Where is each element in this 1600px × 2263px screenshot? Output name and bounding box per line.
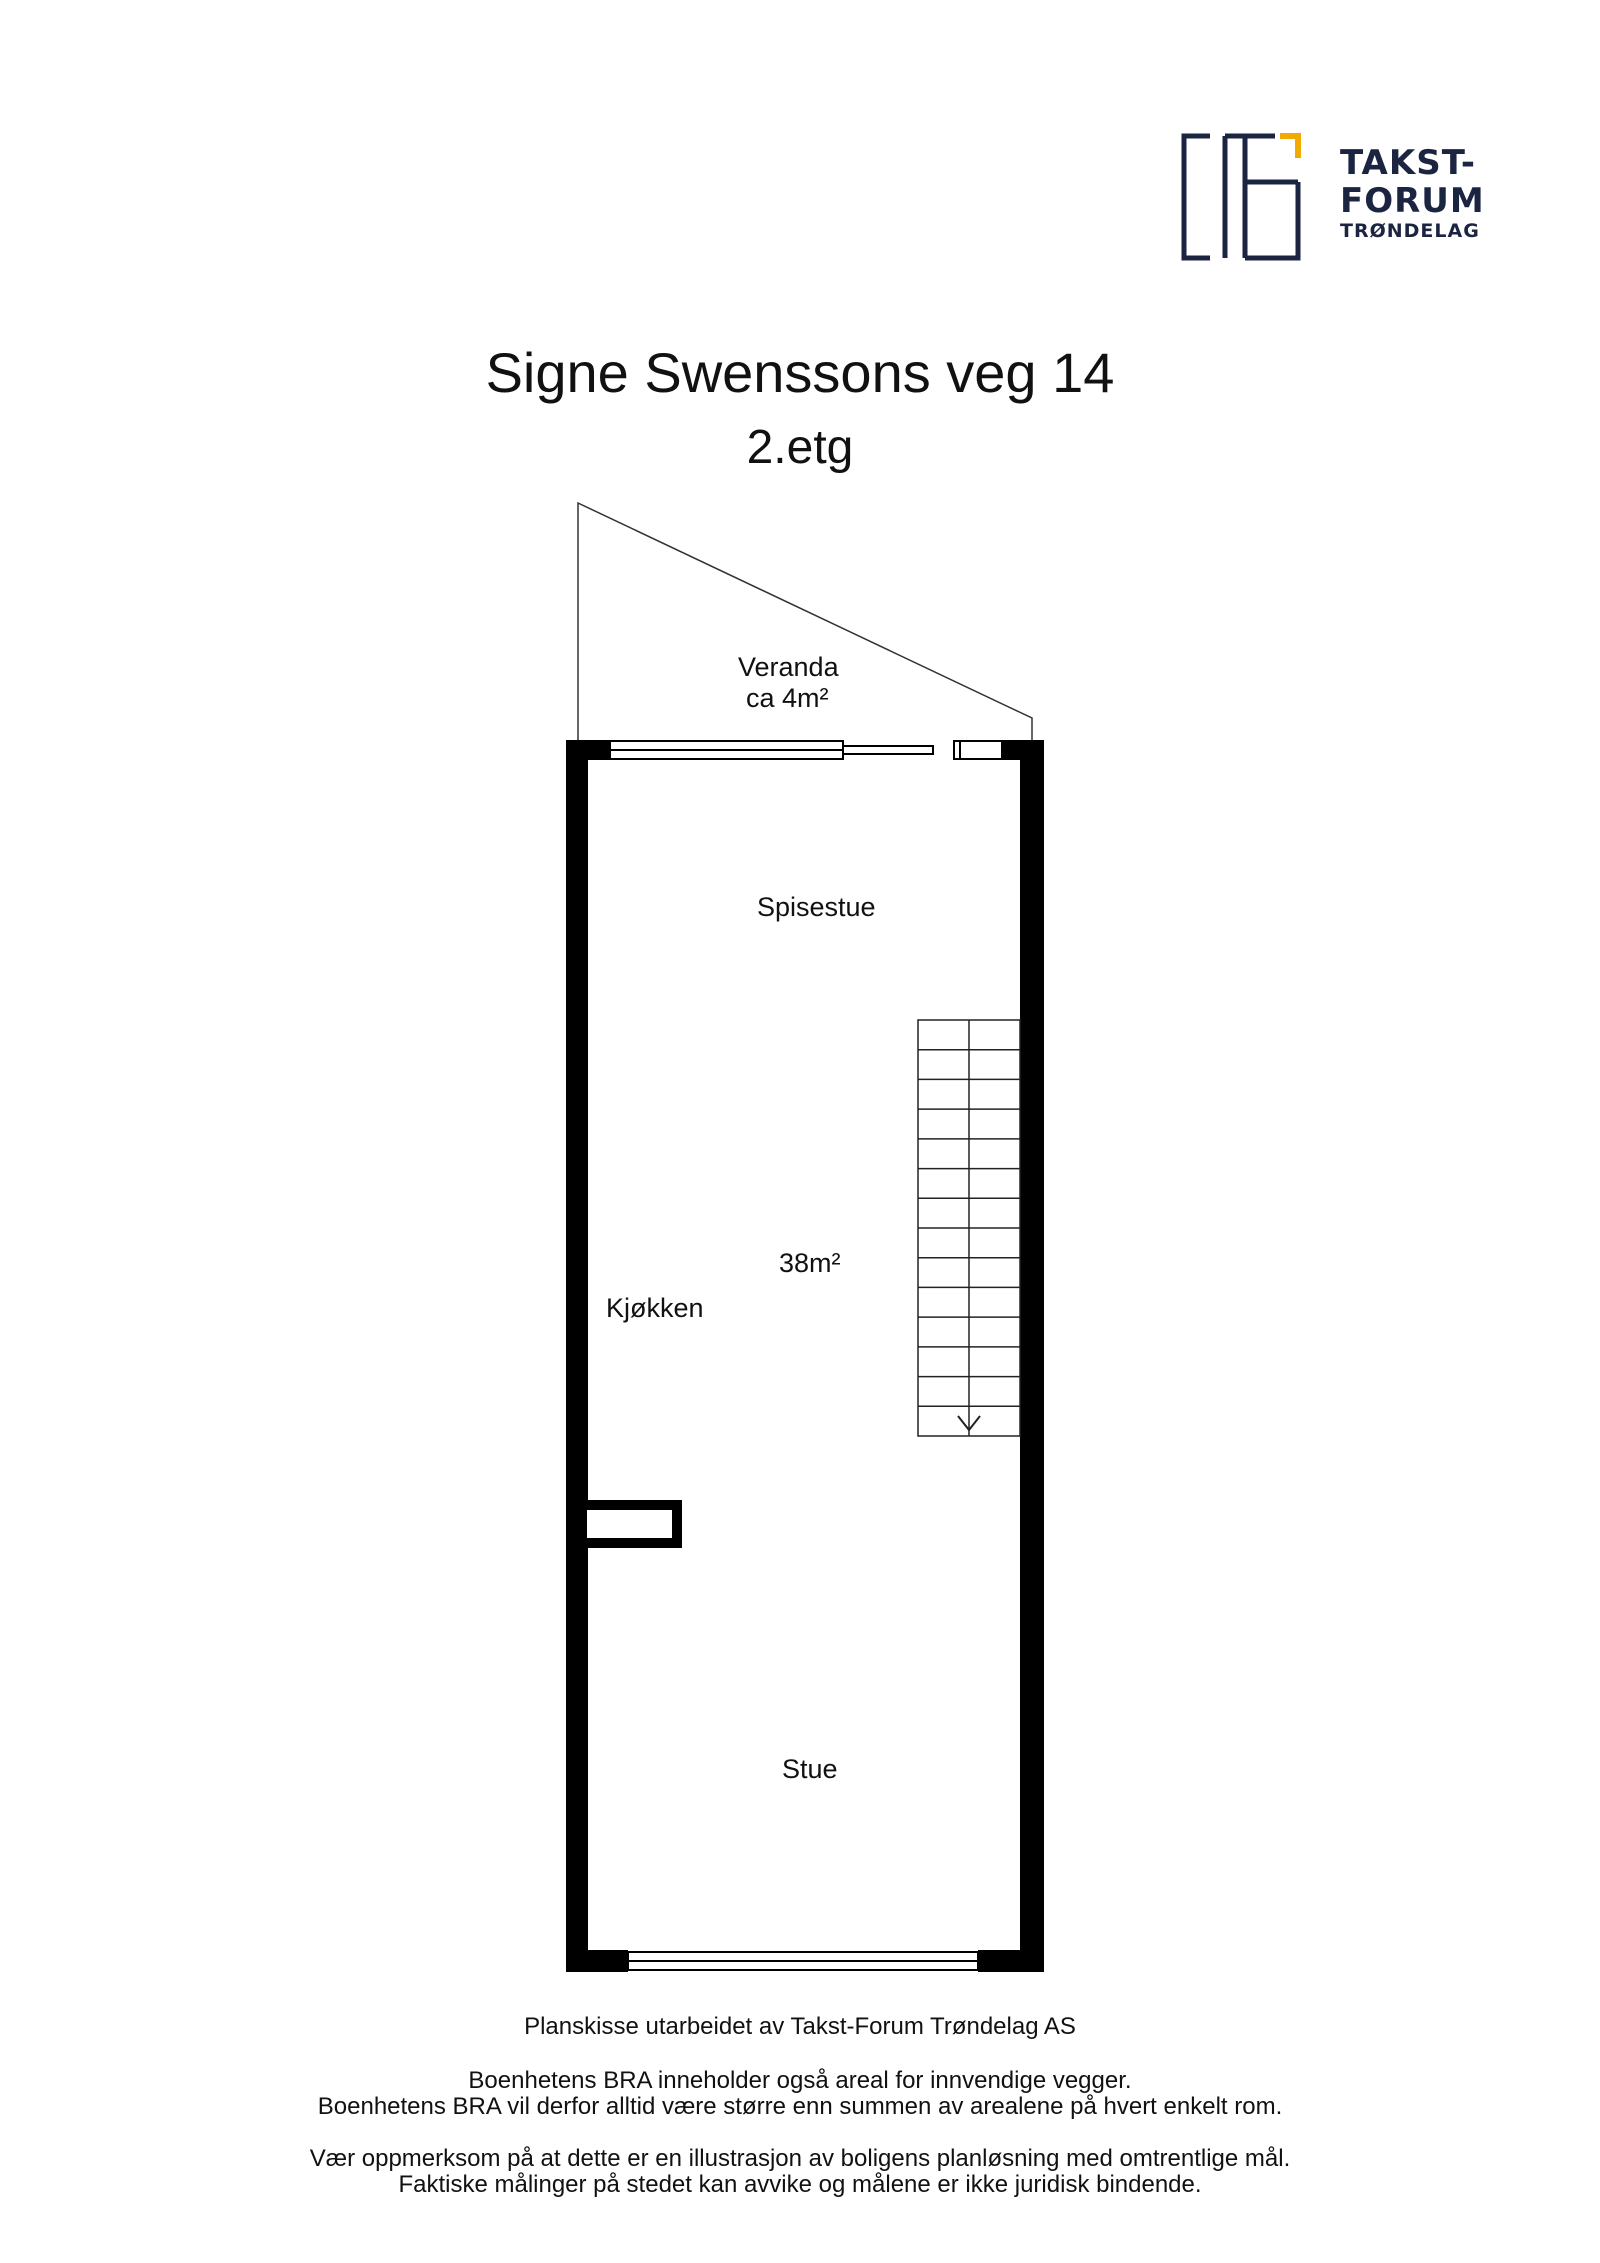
- floor-label: 2.etg: [746, 421, 854, 474]
- wall-top-left: [566, 740, 610, 760]
- wall-bottom-right: [978, 1950, 1044, 1972]
- chimney-shaft: [582, 1505, 677, 1543]
- kitchen-label: Kjøkken: [606, 1293, 704, 1323]
- bottom-window: [628, 1952, 978, 1970]
- page-title: Signe Swenssons veg 14: [485, 341, 1115, 404]
- logo-line-forum: FORUM: [1340, 181, 1485, 221]
- wall-right: [1020, 740, 1044, 1972]
- wall-top-right: [1002, 740, 1044, 760]
- dining-room-label: Spisestue: [757, 892, 876, 922]
- footer-note-3: Vær oppmerksom på at dette er en illustrasjon av boligens planløsning med omtrentlige mål.: [309, 2145, 1291, 2172]
- staircase: [918, 1020, 1020, 1436]
- logo-line-takst: TAKST-: [1340, 143, 1477, 183]
- wall-bottom-left: [566, 1950, 628, 1972]
- sliding-door: [610, 741, 1002, 759]
- footer-credit: Planskisse utarbeidet av Takst-Forum Trøndelag AS: [524, 2013, 1076, 2040]
- logo-line-region: TRØNDELAG: [1340, 220, 1480, 242]
- total-area-label: 38m²: [779, 1248, 841, 1278]
- veranda-area: ca 4m²: [746, 683, 829, 713]
- veranda-label: Veranda: [738, 652, 839, 682]
- footer-note-4: Faktiske målinger på stedet kan avvike og målene er ikke juridisk bindende.: [398, 2171, 1202, 2198]
- wall-left: [566, 740, 588, 1972]
- footer-note-2: Boenhetens BRA vil derfor alltid være større enn summen av arealene på hvert enkelt rom.: [317, 2093, 1283, 2120]
- living-room-label: Stue: [782, 1754, 838, 1784]
- footer-note-1: Boenhetens BRA inneholder også areal for innvendige vegger.: [468, 2067, 1132, 2094]
